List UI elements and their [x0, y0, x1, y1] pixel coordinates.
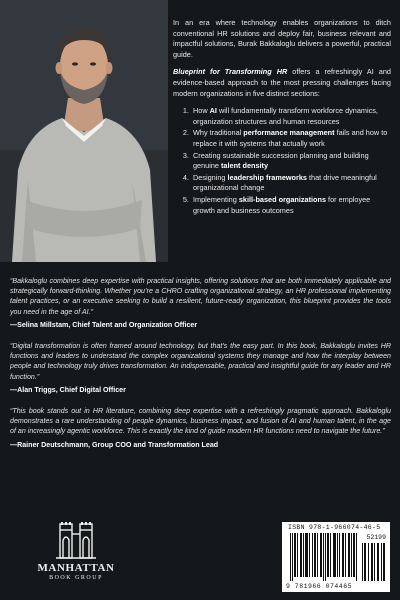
- ean-number: 9 781966 074465: [286, 583, 353, 590]
- section-keyword: leadership frameworks: [227, 172, 307, 182]
- endorsement-quote: [10, 406, 391, 450]
- publisher-logo: [30, 520, 122, 581]
- section-keyword: AI: [209, 106, 217, 116]
- section-keyword: performance management: [243, 128, 335, 138]
- book-description: [173, 18, 391, 217]
- section-item: 2. Why traditional performance management fails and how to replace it with systems that actually work: [191, 128, 391, 149]
- section-item: 3. Creating sustainable succession planning and building genuine talent density: [191, 151, 391, 172]
- bridge-icon: [54, 520, 98, 560]
- endorsements: [10, 276, 391, 461]
- section-keyword: skill-based organizations: [238, 194, 327, 204]
- publisher-name: MANHATTAN: [37, 562, 115, 574]
- book-title-italic: Blueprint for Transforming HR: [173, 67, 288, 77]
- description-paragraph: In an era where technology enables organizations to ditch conventional HR solutions and deploy fair, business relevant and impactful solutions, Burak Bakkaloglu delivers a powerful, practical guide.: [173, 18, 391, 59]
- author-photo: [0, 0, 168, 262]
- isbn-barcode: [282, 522, 390, 592]
- publisher-subtitle: BOOK GROUP: [49, 575, 103, 581]
- quote-text: “Digital transformation is often framed around technology, but that’s the easy part. In this book, Bakkaloglu invites HR functions and leaders to understand the complex organizational systems they manage and how the interplay between people and technology truly drives transformation. An indispensable, practical and insightful guide for any leader and HR function.”: [10, 342, 391, 381]
- sections-list: [173, 106, 391, 216]
- section-item: 5. Implementing skill-based organizations for employee growth and business outcomes: [191, 195, 391, 216]
- description-text: offers a refreshingly AI and evidence-based approach to the most pressing challenges facing modern organizations in five distinct sections:: [173, 67, 391, 98]
- section-item: 4. Designing leadership frameworks that drive meaningful organizational change: [191, 173, 391, 194]
- barcode-bars: [290, 533, 358, 581]
- endorsement-quote: [10, 341, 391, 395]
- quote-text: “Bakkaloglu combines deep expertise with practical insights, offering solutions that are both immediately applicable and strategically forward-thinking. Whether you’re a CHRO crafting organizational strategy, an HR professional implementing talent practices, or an executive seeking to build a resilient, future-ready organization, this blueprint provides the tools you need in the age of AI.”: [10, 277, 391, 316]
- endorsement-quote: [10, 276, 391, 330]
- quote-attribution: —Alan Triggs, Chief Digital Officer: [10, 385, 126, 394]
- quote-attribution: —Selina Millstam, Chief Talent and Organization Officer: [10, 320, 198, 329]
- description-paragraph: [173, 67, 391, 99]
- section-item: 1. How AI will fundamentally transform workforce dynamics, organization structures and human resources: [191, 106, 391, 127]
- price-code: 52199: [366, 534, 386, 541]
- quote-text: “This book stands out in HR literature, combining deep expertise with a refreshingly pragmatic approach. Bakkaloglu demonstrates a rare understanding of people dynamics, business impact, and fusion of AI and human talent, in the age of an increasingly agentic workforce. This is exactly the kind of guide modern HR functions need to navigate the future.”: [10, 407, 391, 436]
- section-keyword: talent density: [221, 161, 269, 171]
- addon-barcode-bars: [362, 543, 386, 581]
- quote-attribution: —Rainer Deutschmann, Group COO and Transformation Lead: [10, 440, 219, 449]
- isbn-number: ISBN 978-1-966074-46-5: [288, 524, 381, 531]
